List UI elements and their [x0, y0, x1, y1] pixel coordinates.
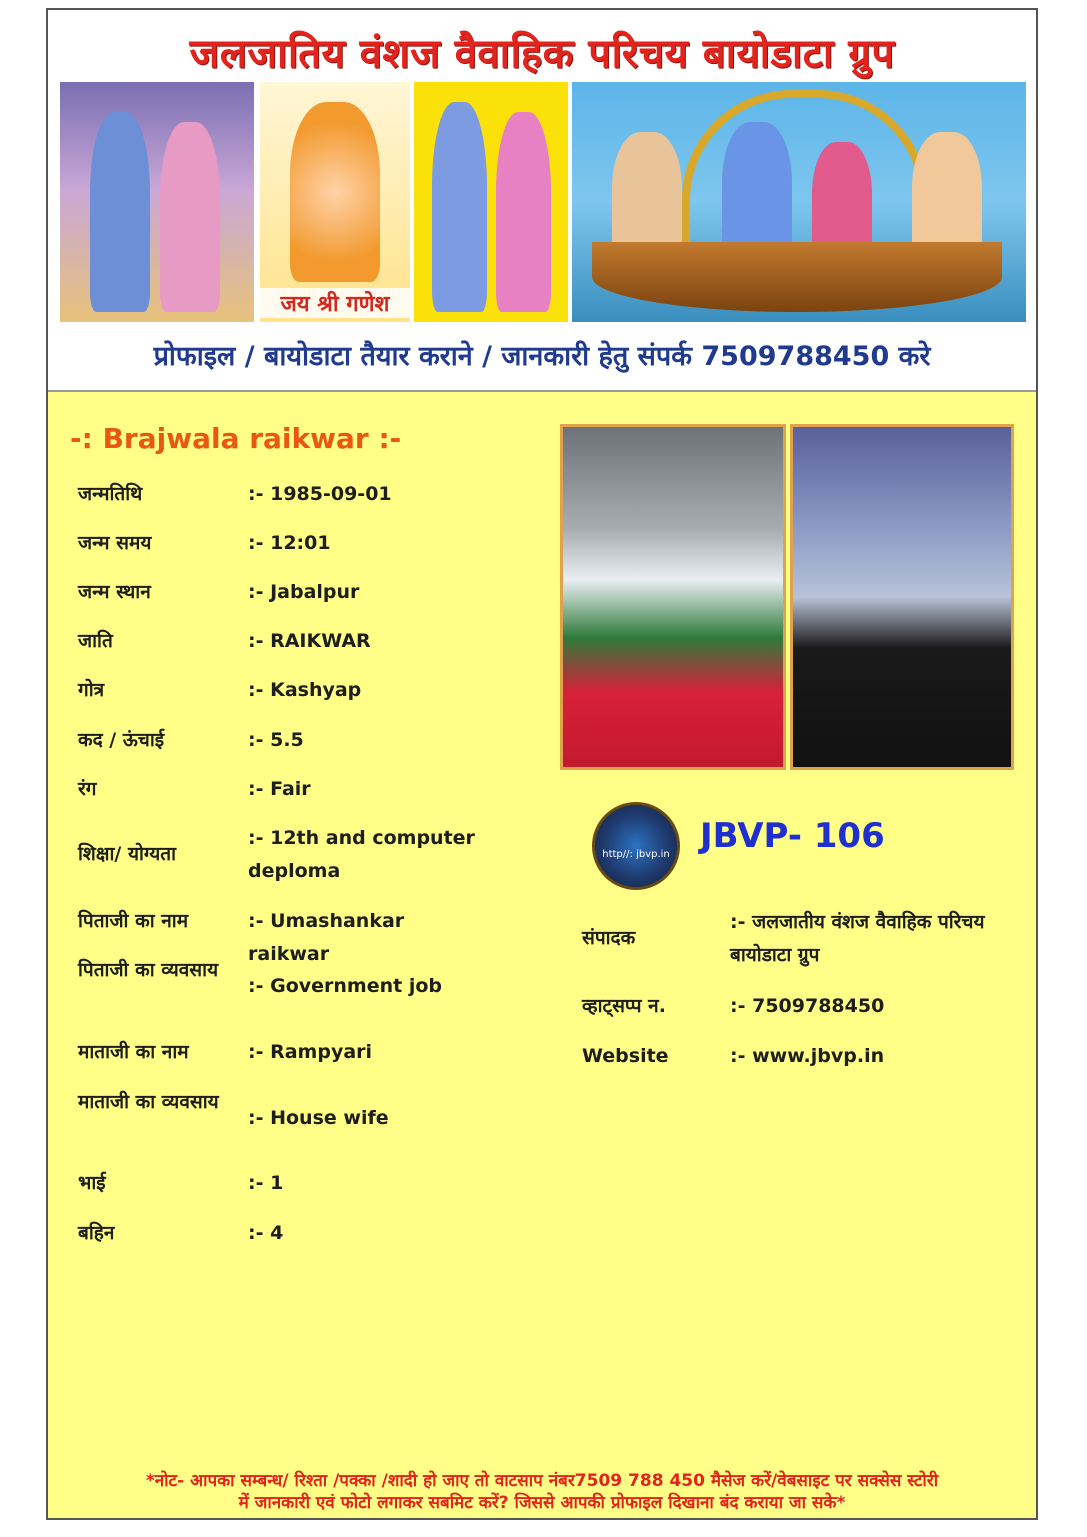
info-value: :- www.jbvp.in — [730, 1045, 885, 1067]
info-label: व्हाट्सप्प न. — [582, 995, 666, 1017]
detail-label: रंग — [78, 778, 97, 800]
detail-value: :- Rampyari — [248, 1041, 373, 1063]
detail-label: भाई — [78, 1172, 106, 1194]
detail-value: :- 4 — [248, 1222, 284, 1244]
detail-label: माताजी का नाम — [78, 1041, 189, 1063]
info-value: :- 7509788450 — [730, 995, 885, 1017]
detail-value: :- 1985-09-01 — [248, 483, 392, 505]
detail-label: शिक्षा/ योग्यता — [78, 843, 176, 865]
boat-scene-image — [572, 82, 1026, 322]
footer-note — [48, 1470, 1036, 1514]
sita-figure — [496, 112, 551, 312]
note-line-1: *नोट- आपका सम्बन्ध/ रिश्ता /पक्का /शादी हो जाए तो वाटसाप नंबर7509 788 450 मैसेज करें/वेबसाइट पर सक्सेस स्टोरी — [145, 1471, 939, 1491]
detail-label: जाति — [78, 630, 113, 652]
ram-figure — [432, 102, 487, 312]
detail-value: :- House wife — [248, 1107, 389, 1129]
logo-url-text: http//: jbvp.in — [602, 849, 670, 860]
ram-sita-image-center — [414, 82, 568, 322]
boat-shape — [592, 242, 1002, 312]
detail-value: :- Kashyap — [248, 679, 362, 701]
detail-label: गोत्र — [78, 679, 105, 701]
detail-label: जन्म समय — [78, 532, 152, 554]
info-label: संपादक — [582, 927, 636, 949]
ram-sita-image-left — [60, 82, 254, 322]
profile-name: -: Brajwala raikwar :- — [70, 422, 402, 455]
profile-photo-2 — [790, 424, 1014, 770]
note-line-2: में जानकारी एवं फोटो लगाकर सबमिट करें? जिससे आपकी प्रोफाइल दिखाना बंद कराया जा सके* — [238, 1493, 846, 1513]
profile-photo-1 — [560, 424, 786, 770]
group-title: जलजातिय वंशज वैवाहिक परिचय बायोडाटा ग्रुप — [189, 31, 895, 77]
contact-line: प्रोफाइल / बायोडाटा तैयार कराने / जानकारी हेतु संपर्क 7509788450 करे — [153, 341, 931, 372]
detail-value: :- 1 — [248, 1172, 284, 1194]
detail-value: :- Fair — [248, 778, 311, 800]
detail-value: :- Jabalpur — [248, 581, 360, 603]
jbvp-logo — [592, 802, 680, 890]
detail-value: :- 12th and computer deploma — [248, 827, 475, 882]
detail-value: :- 5.5 — [248, 729, 304, 751]
info-label: Website — [582, 1045, 669, 1067]
detail-value: :- 12:01 — [248, 532, 331, 554]
ganesh-image — [260, 82, 410, 322]
detail-label: जन्म स्थान — [78, 581, 151, 603]
header-banner — [48, 10, 1036, 392]
profile-code: JBVP- 106 — [700, 816, 885, 856]
detail-value: :- RAIKWAR — [248, 630, 371, 652]
canopy-arch — [682, 90, 928, 258]
detail-label: पिताजी का व्यवसाय — [78, 959, 219, 981]
detail-label: पिताजी का नाम — [78, 910, 189, 932]
info-value: :- जलजातीय वंशज वैवाहिक परिचय बायोडाटा ग्रुप — [730, 911, 985, 966]
sita-figure — [160, 122, 220, 312]
detail-value: :- Umashankar raikwar — [248, 910, 405, 965]
ram-figure — [90, 112, 150, 312]
jai-shri-ganesh-label: जय श्री गणेश — [260, 288, 410, 318]
detail-label: बहिन — [78, 1222, 115, 1244]
detail-label: माताजी का व्यवसाय — [78, 1091, 219, 1113]
detail-label: कद / ऊंचाई — [78, 729, 165, 751]
detail-label: जन्मतिथि — [78, 483, 143, 505]
detail-value: :- Government job — [248, 975, 442, 997]
biodata-sheet — [46, 8, 1038, 1520]
ganesh-figure — [290, 102, 380, 282]
